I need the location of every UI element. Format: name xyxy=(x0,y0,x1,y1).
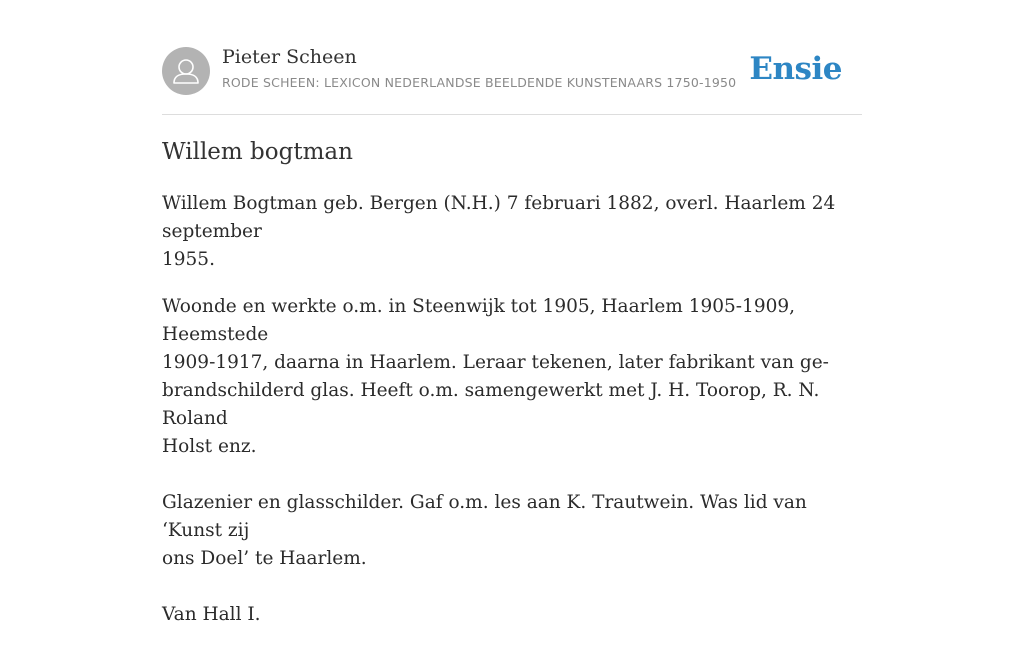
source-title[interactable]: RODE SCHEEN: LEXICON NEDERLANDSE BEELDENDE KUNSTENAARS 1750-1950 xyxy=(222,75,737,90)
article-header xyxy=(162,46,862,115)
article-body xyxy=(162,190,862,648)
article-title: Willem bogtman xyxy=(162,139,353,165)
article-paragraph: Willem Bogtman geb. Bergen (N.H.) 7 februari 1882, overl. Haarlem 24 september 1955. xyxy=(162,193,836,270)
article-paragraph: Woonde en werkte o.m. in Steenwijk tot 1905, Haarlem 1905-1909, Heemstede 1909-1917, daarna in Haarlem. Leraar tekenen, later fabrikant van ge- brandschilderd glas. Heeft o.m. samengewerkt met J. H. Toorop, R. N. Roland Holst enz. Glazenier en glasschilder. Gaf o.m. les aan K. Trautwein. Was lid van ‘Kunst zij ons Doel’ te Haarlem. Van Hall I. xyxy=(162,296,829,625)
author-avatar[interactable] xyxy=(162,47,210,95)
user-silhouette-icon xyxy=(162,47,210,95)
ensie-logo[interactable]: Ensie xyxy=(749,51,842,87)
author-name[interactable]: Pieter Scheen xyxy=(222,46,357,68)
